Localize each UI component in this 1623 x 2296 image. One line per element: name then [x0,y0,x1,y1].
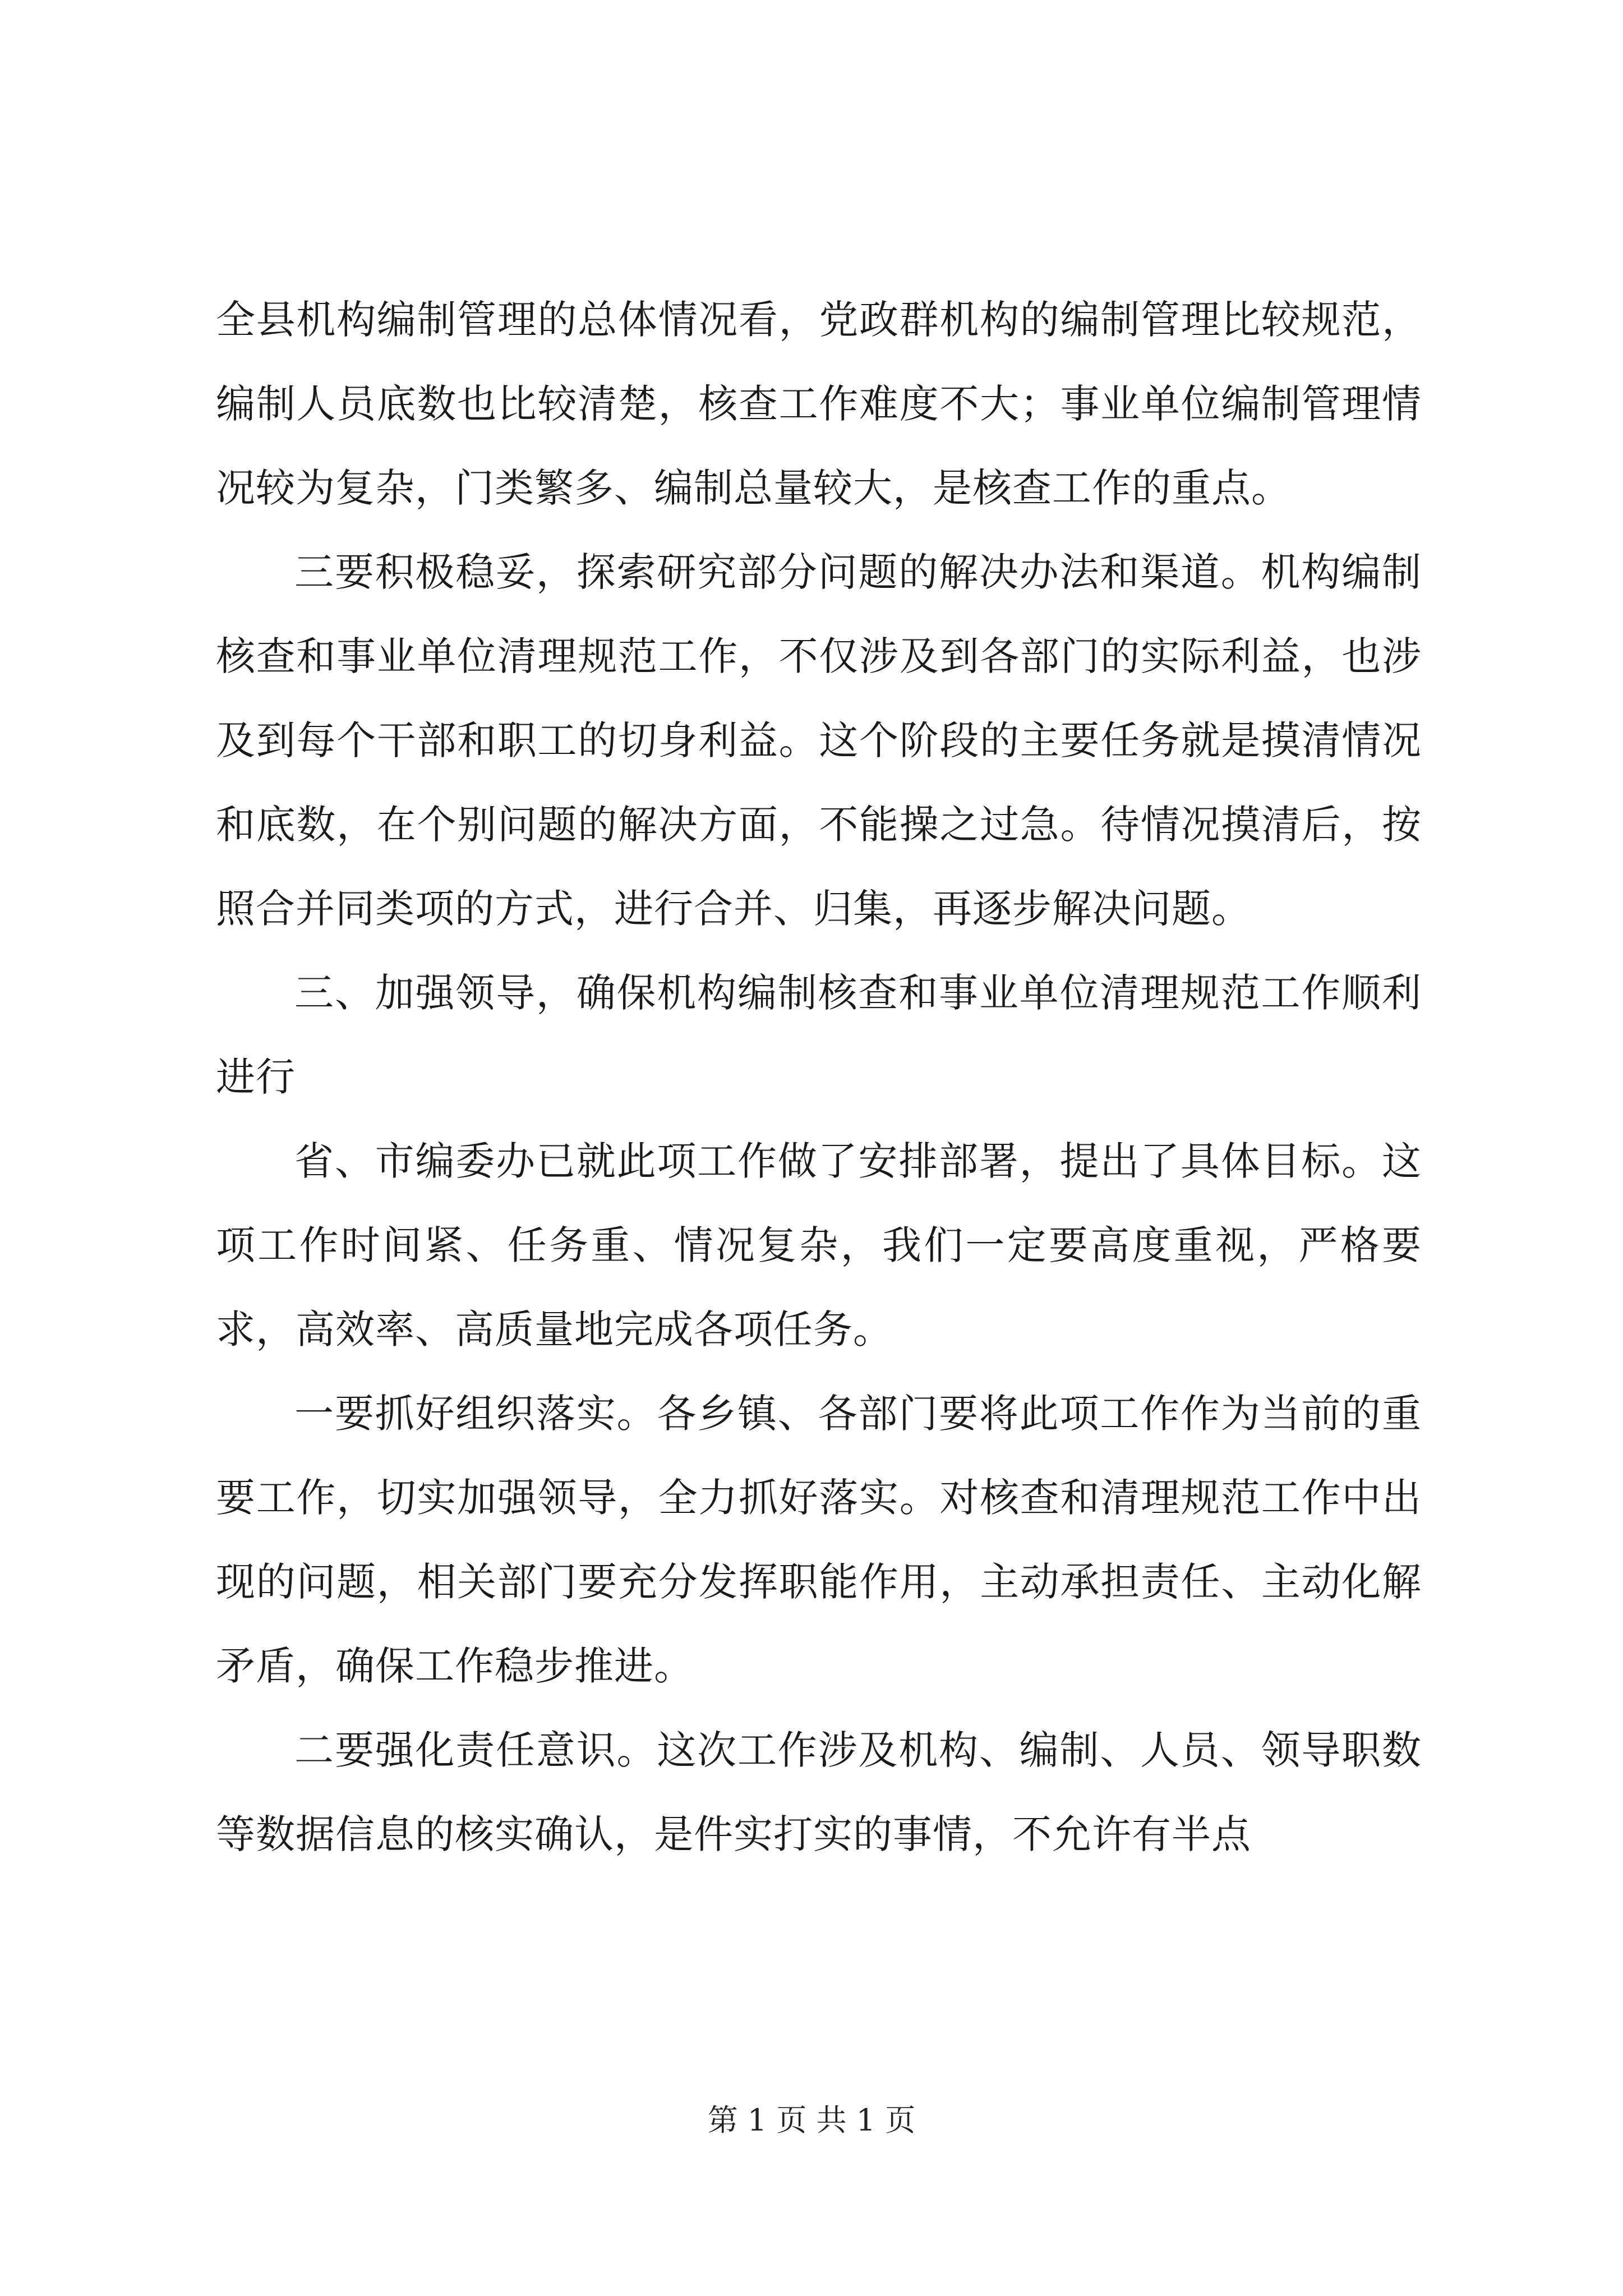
paragraph-4: 省、市编委办已就此项工作做了安排部署，提出了具体目标。这项工作时间紧、任务重、情况复杂，我们一定要高度重视，严格要求，高效率、高质量地完成各项任务。 [216,1138,1422,1352]
paragraph-5: 一要抓好组织落实。各乡镇、各部门要将此项工作作为当前的重要工作，切实加强领导，全力抓好落实。对核查和清理规范工作中出现的问题，相关部门要充分发挥职能作用，主动承担责任、主动化解矛盾，确保工作稳步推进。 [216,1391,1422,1689]
paragraph-2: 三要积极稳妥，探索研究部分问题的解决办法和渠道。机构编制核查和事业单位清理规范工作，不仅涉及到各部门的实际利益，也涉及到每个干部和职工的切身利益。这个阶段的主要任务就是摸清情况和底数，在个别问题的解决方面，不能操之过急。待情况摸清后，按照合并同类项的方式，进行合并、归集，再逐步解决问题。 [216,549,1422,932]
page-footer: 第 1 页 共 1 页 [707,2102,916,2138]
document-body [216,278,1422,1876]
paragraph-1: 全县机构编制管理的总体情况看，党政群机构的编制管理比较规范，编制人员底数也比较清楚，核查工作难度不大；事业单位编制管理情况较为复杂，门类繁多、编制总量较大，是核查工作的重点。 [216,297,1422,511]
section-heading-3: 三、加强领导，确保机构编制核查和事业单位清理规范工作顺利进行 [216,970,1422,1100]
paragraph-6: 二要强化责任意识。这次工作涉及机构、编制、人员、领导职数等数据信息的核实确认，是件实打实的事情，不允许有半点 [216,1727,1422,1857]
